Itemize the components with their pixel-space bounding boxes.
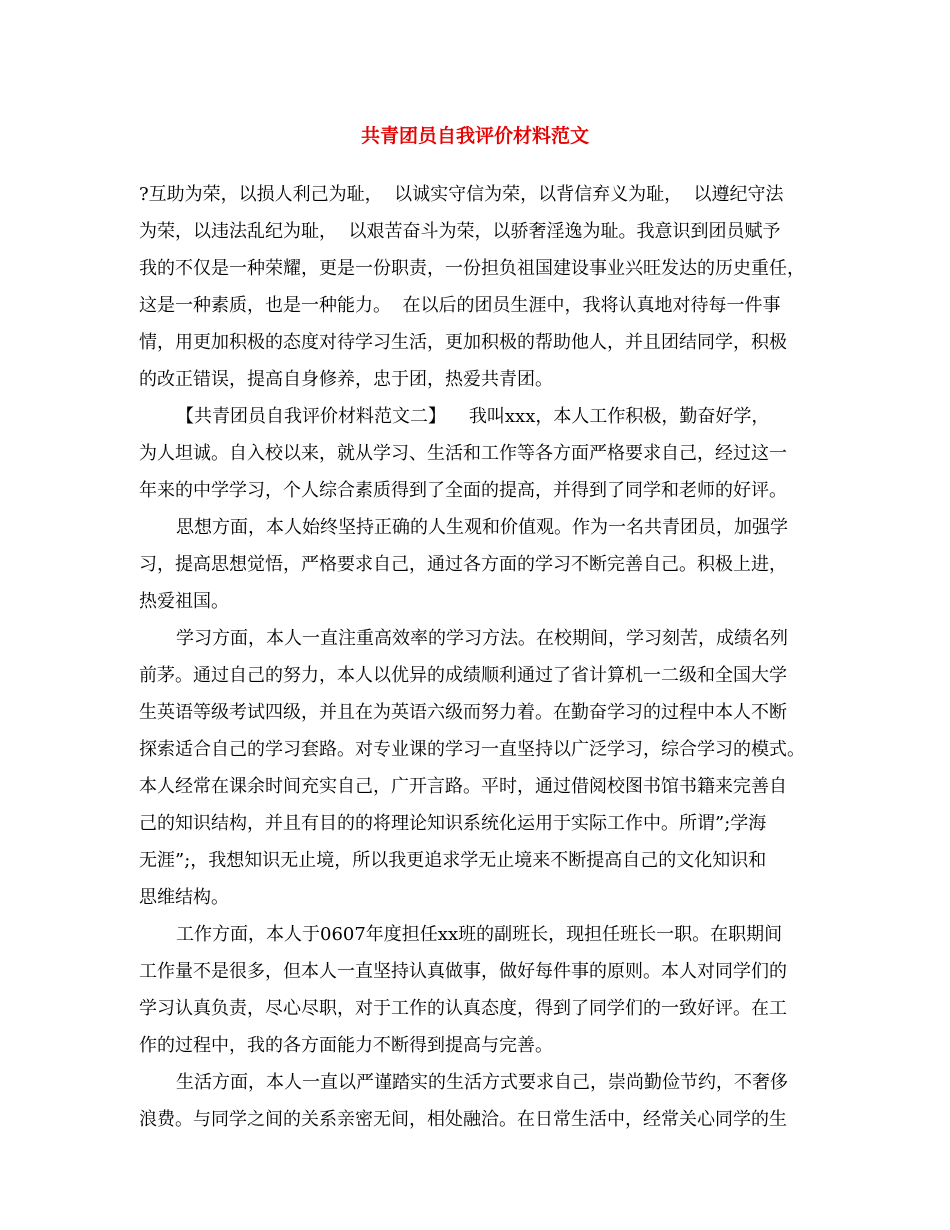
text-line: 【共青团员自我评价材料范文二】 我叫xxx，本人工作积极，勤奋好学， <box>176 406 770 427</box>
text-line: 学习认真负责，尽心尽职，对于工作的认真态度，得到了同学们的一致好评。在工 <box>139 998 787 1019</box>
text-line: 生活方面，本人一直以严谨踏实的生活方式要求自己，崇尚勤俭节约，不奢侈 <box>176 1072 788 1093</box>
text-line: 己的知识结构，并且有目的的将理论知识系统化运用于实际工作中。所谓”;学海 <box>139 813 767 834</box>
text-line: 浪费。与同学之间的关系亲密无间，相处融洽。在日常生活中，经常关心同学的生 <box>139 1109 787 1130</box>
text-line: 习，提高思想觉悟，严格要求自己，通过各方面的学习不断完善自己。积极上进， <box>139 554 787 575</box>
text-line: 年来的中学学习，个人综合素质得到了全面的提高，并得到了同学和老师的好评。 <box>139 480 787 501</box>
text-line: 前茅。通过自己的努力，本人以优异的成绩顺利通过了省计算机一二级和全国大学 <box>139 665 787 686</box>
text-line: 本人经常在课余时间充实自己，广开言路。平时，通过借阅校图书馆书籍来完善自 <box>139 776 787 797</box>
text-line: 我的不仅是一种荣耀，更是一份职责，一份担负祖国建设事业兴旺发达的历史重任， <box>139 258 805 279</box>
text-line: 思维结构。 <box>139 887 229 908</box>
text-line: 思想方面，本人始终坚持正确的人生观和价值观。作为一名共青团员，加强学 <box>176 517 788 538</box>
text-line: 热爱祖国。 <box>139 591 229 612</box>
text-line: 情，用更加积极的态度对待学习生活，更加积极的帮助他人，并且团结同学，积极 <box>139 332 787 353</box>
text-line: 工作方面，本人于0607年度担任xx班的副班长，现担任班长一职。在职期间 <box>176 924 783 945</box>
text-line: 作的过程中，我的各方面能力不断得到提高与完善。 <box>139 1035 553 1056</box>
text-line: 这是一种素质，也是一种能力。 在以后的团员生涯中，我将认真地对待每一件事 <box>139 295 781 316</box>
text-line: 工作量不是很多，但本人一直坚持认真做事，做好每件事的原则。本人对同学们的 <box>139 961 787 982</box>
text-line: 的改正错误，提高自身修养，忠于团，热爱共青团。 <box>139 369 553 390</box>
text-line: ?互助为荣，以损人利己为耻， 以诚实守信为荣，以背信弃义为耻， 以遵纪守法 <box>139 184 784 205</box>
document-title: 共青团员自我评价材料范文 <box>360 125 589 147</box>
text-line: 探索适合自己的学习套路。对专业课的学习一直坚持以广泛学习，综合学习的模式。 <box>139 739 805 760</box>
text-line: 无涯”;，我想知识无止境，所以我更追求学无止境来不断提高自己的文化知识和 <box>139 850 767 871</box>
text-line: 为荣，以违法乱纪为耻， 以艰苦奋斗为荣，以骄奢淫逸为耻。我意识到团员赋予 <box>139 221 781 242</box>
text-line: 生英语等级考试四级，并且在为英语六级而努力着。在勤奋学习的过程中本人不断 <box>139 702 787 723</box>
text-line: 为人坦诚。自入校以来，就从学习、生活和工作等各方面严格要求自己，经过这一 <box>139 443 787 464</box>
text-line: 学习方面，本人一直注重高效率的学习方法。在校期间，学习刻苦，成绩名列 <box>176 628 788 649</box>
